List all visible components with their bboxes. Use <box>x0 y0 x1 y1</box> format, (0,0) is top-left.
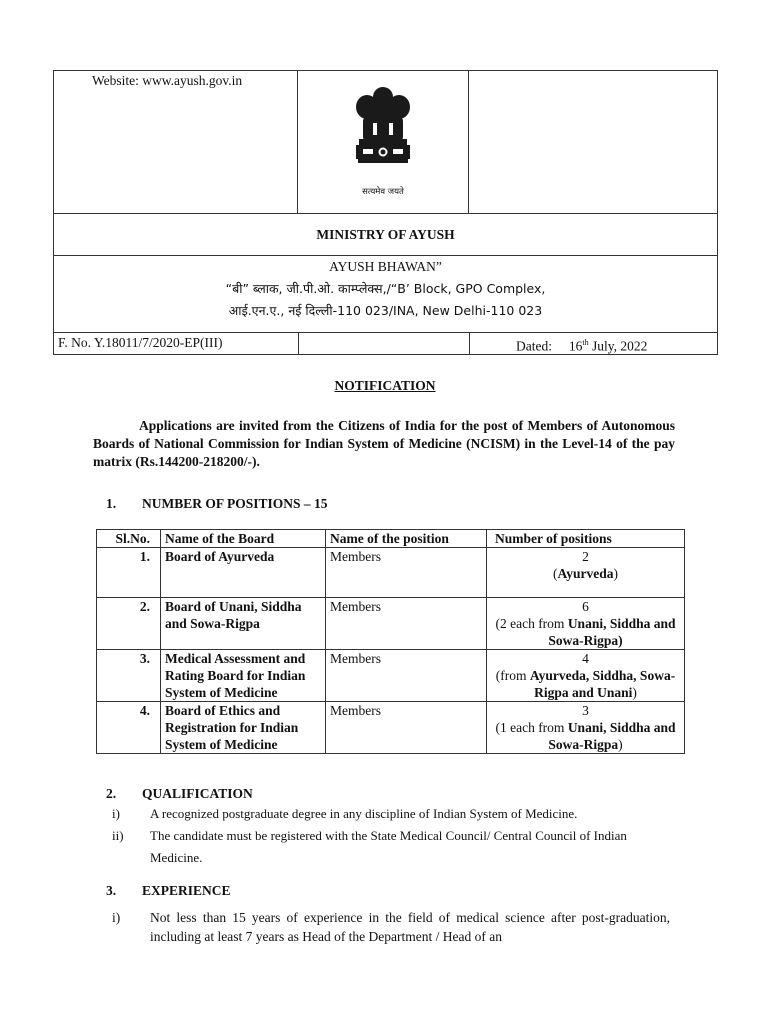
address-line-3: आई.एन.ए., नई दिल्ली-110 023/INA, New Delhi-110 023 <box>228 303 543 318</box>
section-1-title: NUMBER OF POSITIONS – 15 <box>142 496 328 511</box>
section-1-number: 1. <box>106 496 117 511</box>
table-row <box>97 702 685 754</box>
list-item-number: i) <box>112 806 120 821</box>
row-detail-post: ) <box>632 685 637 700</box>
table-row <box>97 598 685 650</box>
letterhead-table <box>53 70 718 355</box>
row-detail-bold: Unani, Siddha and Sowa-Rigpa <box>548 720 676 752</box>
file-date-empty-cell <box>298 333 470 354</box>
row-detail-bold: Ayurveda, Siddha, Sowa-Rigpa and Unani <box>529 668 676 700</box>
website-text: Website: www.ayush.gov.in <box>92 73 243 88</box>
row-position: Members <box>326 650 487 702</box>
row-detail-pre: (from <box>495 668 530 683</box>
row-detail-post: ) <box>613 566 618 581</box>
section-2-number: 2. <box>106 786 117 801</box>
row-detail <box>491 667 680 701</box>
row-count: 3 <box>582 703 589 718</box>
ministry-title: MINISTRY OF AYUSH <box>54 214 717 256</box>
row-sl: 4. <box>97 702 161 754</box>
row-position: Members <box>326 702 487 754</box>
row-count-cell <box>487 650 685 702</box>
row-position: Members <box>326 548 487 598</box>
emblem-motto: सत्यमेव जयते <box>362 187 404 197</box>
row-count-cell <box>487 702 685 754</box>
positions-table <box>96 529 685 754</box>
row-count: 4 <box>582 651 589 666</box>
address-line-1: AYUSH BHAWAN” <box>329 259 442 274</box>
row-sl: 1. <box>97 548 161 598</box>
table-row <box>97 650 685 702</box>
list-item <box>112 825 670 869</box>
letterhead-top-row <box>54 71 717 214</box>
list-item-text: A recognized postgraduate degree in any discipline of Indian System of Medicine. <box>150 806 578 821</box>
list-item-text: Not less than 15 years of experience in the field of medical science after post-graduation, including at least 7 years as Head of the Department / Head of an <box>150 910 670 944</box>
dated-label: Dated: <box>516 338 552 354</box>
row-count-cell <box>487 548 685 598</box>
section-3-number: 3. <box>106 883 117 898</box>
letterhead-empty-cell <box>469 71 717 213</box>
row-detail-pre: ( <box>553 566 558 581</box>
row-detail-bold: Ayurveda <box>557 566 614 581</box>
emblem-cell <box>297 71 469 213</box>
file-date-row <box>54 333 717 354</box>
list-item-number: i) <box>112 910 121 925</box>
row-count: 6 <box>582 599 589 614</box>
list-item-number: ii) <box>112 828 124 843</box>
row-detail <box>491 615 680 649</box>
header-sl-no: Sl.No. <box>97 530 161 548</box>
notification-title: NOTIFICATION <box>334 378 436 393</box>
table-header-row <box>97 530 685 548</box>
row-count-cell <box>487 598 685 650</box>
dated-day: 16 <box>568 338 583 354</box>
dated-rest: July, 2022 <box>591 338 648 354</box>
row-detail <box>491 565 680 582</box>
row-board: Board of Ethics and Registration for Indian System of Medicine <box>161 702 326 754</box>
row-sl: 2. <box>97 598 161 650</box>
national-emblem-icon <box>343 83 423 188</box>
section-3-title: EXPERIENCE <box>142 883 231 898</box>
section-2-title: QUALIFICATION <box>142 786 253 801</box>
list-item <box>112 803 670 825</box>
date-cell <box>470 333 717 354</box>
row-sl: 3. <box>97 650 161 702</box>
header-position: Name of the position <box>326 530 487 548</box>
row-detail <box>491 719 680 753</box>
row-detail-post: ) <box>618 737 623 752</box>
address-block <box>54 256 717 333</box>
experience-item <box>112 908 670 946</box>
row-board: Board of Unani, Siddha and Sowa-Rigpa <box>161 598 326 650</box>
intro-paragraph: Applications are invited from the Citizens of India for the post of Members of Autonomous Boards of National Commission for Indian System of Medicine (NCISM) in the Level-14 of the pay matrix (Rs.144200-218200/-). <box>93 418 675 469</box>
row-detail-bold: Unani, Siddha and Sowa-Rigpa) <box>548 616 676 648</box>
table-row <box>97 548 685 598</box>
address-line-2: “बी” ब्लाक, जी.पी.ओ. काम्प्लेक्स,/“B’ Block, GPO Complex, <box>225 281 546 296</box>
row-board: Board of Ayurveda <box>161 548 326 598</box>
row-board: Medical Assessment and Rating Board for Indian System of Medicine <box>161 650 326 702</box>
row-position: Members <box>326 598 487 650</box>
file-number: F. No. Y.18011/7/2020-EP(III) <box>58 335 223 350</box>
qualification-list <box>112 803 670 869</box>
row-detail-pre: (1 each from <box>495 720 568 735</box>
header-count: Number of positions <box>487 530 685 548</box>
row-detail-pre: (2 each from <box>495 616 568 631</box>
header-board: Name of the Board <box>161 530 326 548</box>
list-item-text: The candidate must be registered with the State Medical Council/ Central Council of Indian Medicine. <box>150 828 627 865</box>
row-count: 2 <box>582 549 589 564</box>
dated-suffix: th <box>582 338 589 347</box>
